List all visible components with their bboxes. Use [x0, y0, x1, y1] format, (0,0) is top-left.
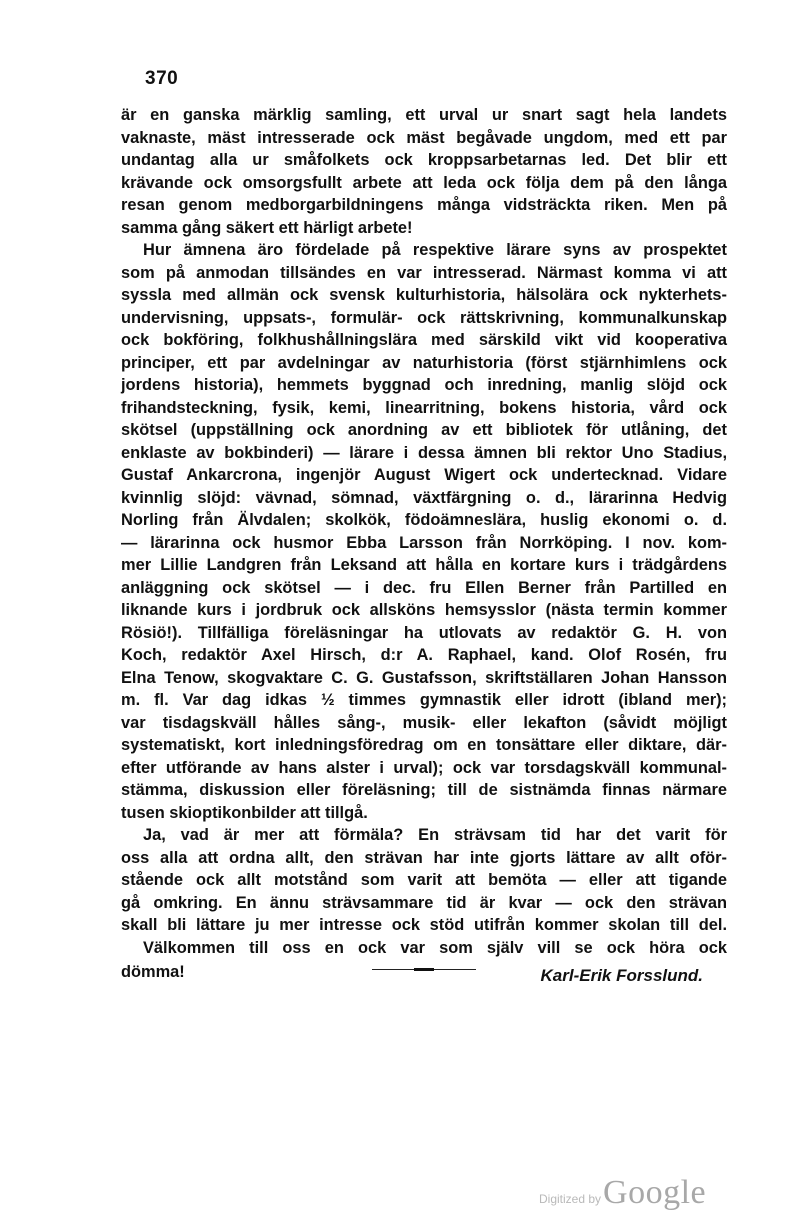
text-line: samma gång säkert ett härligt arbete! — [121, 218, 413, 237]
text-line: efter utförande av hans alster i urval); ock var torsdagskväll kommunal- — [121, 758, 727, 777]
text-line: undantag alla ur småfolkets ock kroppsarbetarnas led. Det blir ett — [121, 151, 727, 169]
text-line: oss alla att ordna allt, den strävan har inte gjorts lättare av allt oför- — [121, 848, 727, 867]
text-line: anläggning ock skötsel — i dec. fru Ellen Berner från Partilled en — [121, 578, 727, 597]
text-line: Välkommen till oss en ock var som själv vill se ock höra ock — [143, 938, 727, 957]
text-line: liknande kurs i jordbruk ock allsköns hemsysslor (nästa termin kommer — [121, 601, 727, 619]
body-text — [121, 104, 727, 985]
text-line: skötsel (uppställning ock anordning av ett bibliotek för utlåning, det — [121, 421, 727, 439]
text-line: Gustaf Ankarcrona, ingenjör August Wigert ock undertecknad. Vidare — [121, 466, 727, 484]
text-line: krävande ock omsorgsfullt arbete att leda ock följa dem på den långa — [121, 173, 727, 192]
text-line: syssla med allmän ock svensk kulturhistoria, hälsolära ock nykterhets- — [121, 286, 727, 304]
digitized-by-watermark — [539, 1174, 706, 1214]
text-line: systematiskt, kort inledningsföredrag om en tonsättare eller diktare, där- — [121, 736, 727, 754]
text-line: mer Lillie Landgren från Leksand att hålla en kortare kurs i trädgårdens — [121, 556, 727, 574]
text-line: Ja, vad är mer att förmäla? En strävsam tid har det varit för — [143, 826, 727, 844]
text-line: Norling från Älvdalen; skolkök, födoämneslära, huslig ekonomi o. d. — [121, 511, 727, 529]
page-number: 370 — [145, 68, 179, 89]
closing-word: dömma! — [121, 963, 185, 981]
text-line: är en ganska märklig samling, ett urval ur snart sagt hela landets — [121, 106, 727, 124]
text-line: skall bli lättare ju mer intresse ock stöd utifrån kommer skolan till del. — [121, 916, 727, 934]
text-line: Koch, redaktör Axel Hirsch, d:r A. Raphael, kand. Olof Rosén, fru — [121, 646, 727, 664]
text-line: Hur ämnena äro fördelade på respektive lärare syns av prospektet — [143, 241, 727, 259]
text-line: Elna Tenow, skogvaktare C. G. Gustafsson, skriftställaren Johan Hansson — [121, 668, 727, 687]
text-line: m. fl. Var dag idkas ½ timmes gymnastik eller idrott (ibland mer); — [121, 691, 727, 709]
google-logo: Google — [603, 1174, 707, 1211]
divider-ornament — [414, 968, 434, 971]
text-line: undervisning, uppsats-, formulär- ock rättskrivning, kommunalkunskap — [121, 308, 727, 327]
text-line: vaknaste, mäst intresserade ock mäst begåvade ungdom, med ett par — [121, 128, 727, 147]
text-line: kvinnlig slöjd: vävnad, sömnad, växtfärgning o. d., lärarinna Hedvig — [121, 488, 727, 507]
text-line: jordens historia), hemmets byggnad och inredning, manlig slöjd ock — [121, 376, 727, 394]
text-line: stämma, diskussion eller föreläsning; till de sistnämda finnas närmare — [121, 781, 727, 799]
text-line: var tisdagskväll hålles sång-, musik- eller lekafton (såvidt möjligt — [121, 713, 727, 732]
text-line: gå omkring. En ännu strävsammare tid är kvar — ock den strävan — [121, 893, 727, 912]
text-line: resan genom medborgarbildningens många vidsträckta riken. Men på — [121, 196, 727, 214]
text-line: — lärarinna ock husmor Ebba Larsson från Norrköping. I nov. kom- — [121, 533, 727, 552]
watermark-prefix: Digitized by — [539, 1192, 602, 1206]
text-line: frihandsteckning, fysik, kemi, linearritning, bokens historia, vård ock — [121, 398, 727, 417]
author-signature: Karl-Erik Forsslund. — [540, 966, 703, 985]
text-line: som på anmodan tillsändes en var intresserad. Närmast komma vi att — [121, 263, 727, 282]
text-line: principer, ett par avdelningar av naturhistoria (först stjärnhimlens ock — [121, 353, 727, 372]
text-line: enklaste av bokbinderi) — lärare i dessa ämnen bli rektor Uno Stadius, — [121, 443, 727, 462]
text-line: ock bokföring, folkhushållningslära med särskild vikt vid kooperativa — [121, 331, 727, 349]
text-line: stående ock allt motstånd som varit att bemöta — eller att tigande — [121, 871, 727, 889]
section-divider — [372, 968, 476, 971]
text-line: Rösiö!). Tillfälliga föreläsningar ha utlovats av redaktör G. H. von — [121, 623, 727, 642]
closing-line — [121, 959, 727, 985]
text-line: tusen skioptikonbilder att tillgå. — [121, 803, 368, 822]
